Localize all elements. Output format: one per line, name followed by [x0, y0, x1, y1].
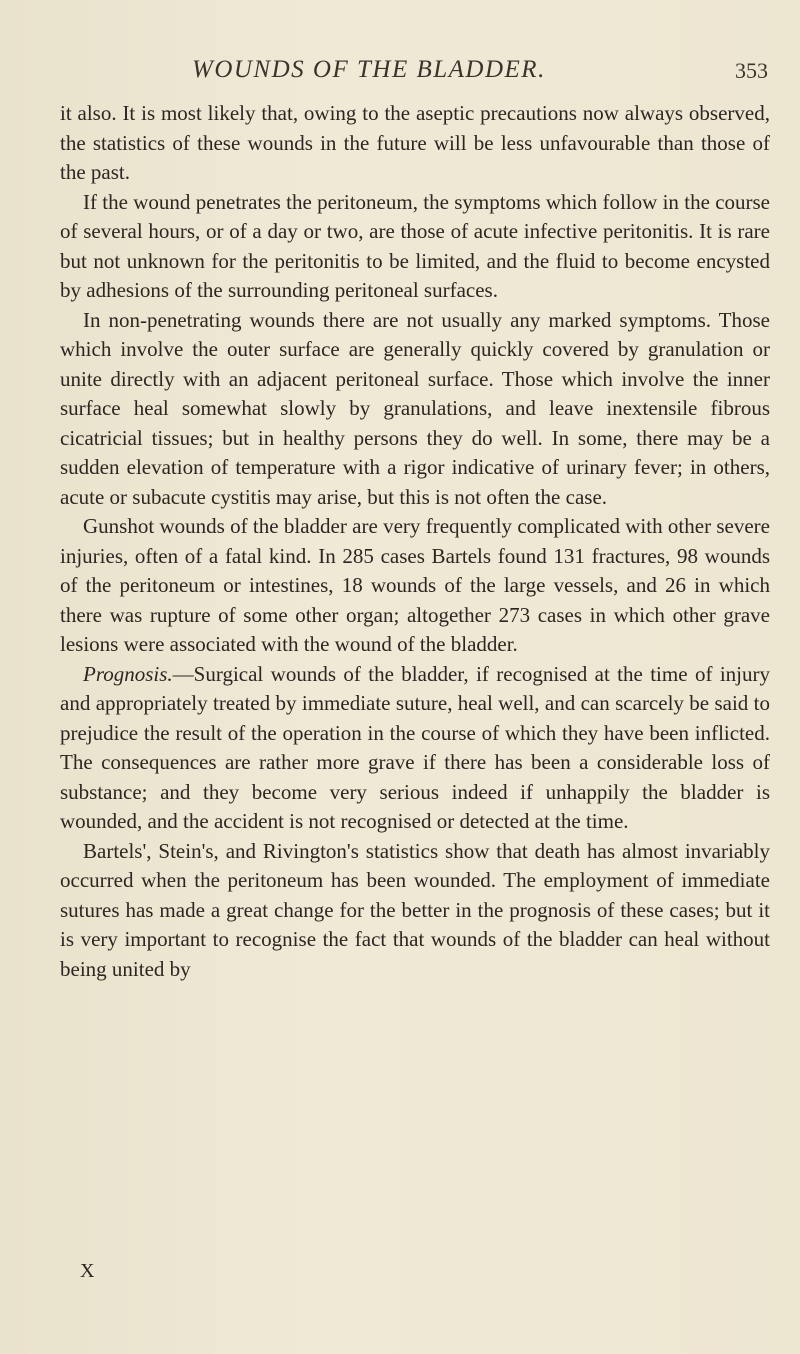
running-title: WOUNDS OF THE BLADDER. — [192, 56, 546, 83]
paragraph-text: In non-penetrating wounds there are not usually any marked symptoms. Those which involve the outer surface are generally quickly covered by granulation or unite directly with an adjacent peritoneal surface. Those which involve the inner surface heal somewhat slowly by granulations, and leave inextensile fibrous cicatricial tissues; but in healthy persons they do well. In some, there may be a sudden elevation of temperature with a rigor indicative of urinary fever; in others, acute or subacute cystitis may arise, but this is not often the case. — [60, 307, 770, 509]
paragraph-non-penetrating — [60, 306, 770, 513]
page-number: 353 — [735, 58, 768, 83]
paragraph-text: Bartels', Stein's, and Rivington's statistics show that death has almost invariably occurred when the peritoneum has been wounded. The employment of immediate sutures has made a great change for the better in the prognosis of these cases; but it is very important to recognise the fact that wounds of the bladder can heal without being united by — [60, 838, 770, 981]
paragraph-text: —Surgical wounds of the bladder, if recognised at the time of injury and appropriately treated by immediate suture, heal well, and can scarcely be said to prejudice the result of the operation in the course of which they have been inflicted. The consequences are rather more grave if there has been a considerable loss of substance; and they become very serious indeed if unhappily the bladder is wounded, and the accident is not recognised or detected at the time. — [60, 661, 770, 833]
signature-mark: X — [80, 1260, 95, 1282]
paragraph-continuation — [60, 99, 770, 188]
paragraph-text: Gunshot wounds of the bladder are very frequently complicated with other severe injuries, often of a fatal kind. In 285 cases Bartels found 131 fractures, 98 wounds of the peritoneum or intestines, 18 wounds of the large vessels, and 26 in which there was rupture of some other organ; altogether 273 cases in which other grave lesions were associated with the wound of the bladder. — [60, 514, 770, 656]
paragraph-gunshot — [60, 512, 770, 660]
running-head — [0, 52, 800, 88]
paragraph-statistics — [60, 837, 770, 985]
paragraph-peritoneum — [60, 188, 770, 306]
paragraph-text: it also. It is most likely that, owing to the aseptic precautions now always observed, the statistics of these wounds in the future will be less unfavourable than those of the past. — [60, 101, 770, 184]
body-text — [60, 99, 770, 984]
paragraph-text: If the wound penetrates the peritoneum, the symptoms which follow in the course of several hours, or of a day or two, are those of acute infective peritonitis. It is rare but not unknown for the peritonitis to be limited, and the fluid to become encysted by adhesions of the surrounding peritoneal surfaces. — [60, 189, 770, 302]
paragraph-prognosis — [60, 660, 770, 837]
section-heading-prognosis: Prognosis. — [83, 661, 173, 686]
